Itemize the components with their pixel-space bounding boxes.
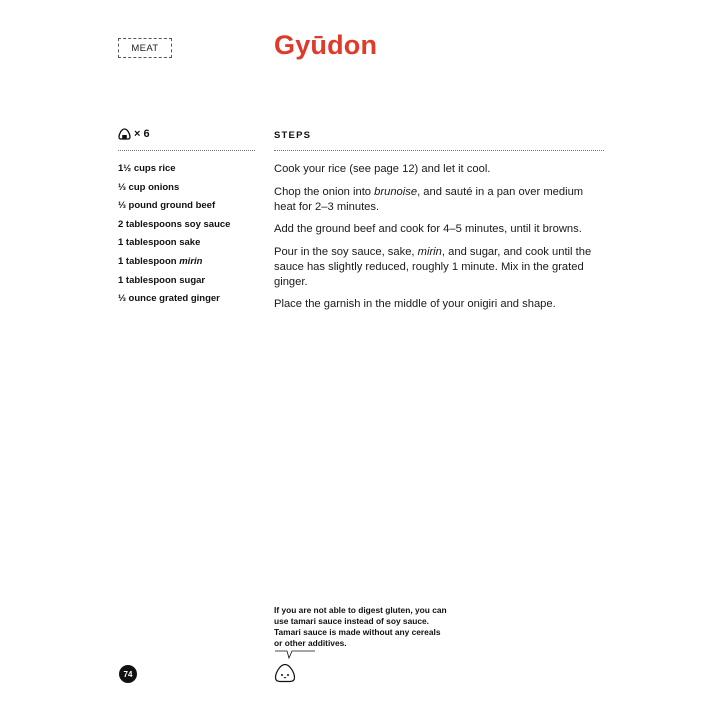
ingredient-item: ⅓ ounce grated ginger [118,293,220,305]
speech-bubble-tail [275,650,315,660]
tip-note: If you are not able to digest gluten, you can use tamari sauce instead of soy sauce. Tamari sauce is made without any cereals or other additives. [274,605,447,648]
ingredients-divider [118,150,255,151]
step-italic: mirin [417,245,442,258]
page-number: 74 [119,665,137,683]
step-item [274,222,604,237]
step-text: , and sauté in a pan over medium heat for 2–3 minutes. [274,185,584,213]
servings-count: × 6 [134,128,150,140]
step-text: Add the ground beef and cook for 4–5 minutes, until it browns. [274,223,582,235]
ingredient-item: 1½ cups rice [118,163,176,174]
step-text: Chop the onion into [274,185,375,198]
step-italic: brunoise [374,185,418,198]
step-text: , and sugar, and cook until the sauce has slightly reduced, roughly 1 minute. Mix in the grated ginger. [274,245,592,288]
onigiri-mascot-icon [274,663,296,683]
steps-list [274,162,604,320]
step-item [274,162,604,177]
step-item [274,297,604,312]
step-text: Pour in the soy sauce, sake, [274,245,418,258]
ingredients-list [118,163,230,312]
steps-divider [274,150,604,151]
ingredient-item: ⅓ pound ground beef [118,200,216,212]
ingredient-item: ⅓ cup onions [118,181,180,193]
ingredient-item: 1 tablespoon sake [118,237,201,249]
step-item [274,185,604,215]
category-tag: MEAT [118,38,172,58]
ingredient-italic: mirin [179,255,203,267]
onigiri-icon [118,128,131,140]
ingredient-item: 2 tablespoons soy sauce [118,218,231,230]
recipe-title: Gyūdon [274,30,378,60]
ingredient-text: 1 tablespoon [118,255,180,267]
steps-heading: STEPS [274,130,312,141]
step-item [274,245,604,290]
ingredient-item: 1 tablespoon sugar [118,274,206,286]
step-text: Place the garnish in the middle of your onigiri and shape. [274,298,556,310]
servings [118,128,150,140]
step-text: Cook your rice (see page 12) and let it cool. [274,163,491,175]
ingredient-item [118,256,230,275]
